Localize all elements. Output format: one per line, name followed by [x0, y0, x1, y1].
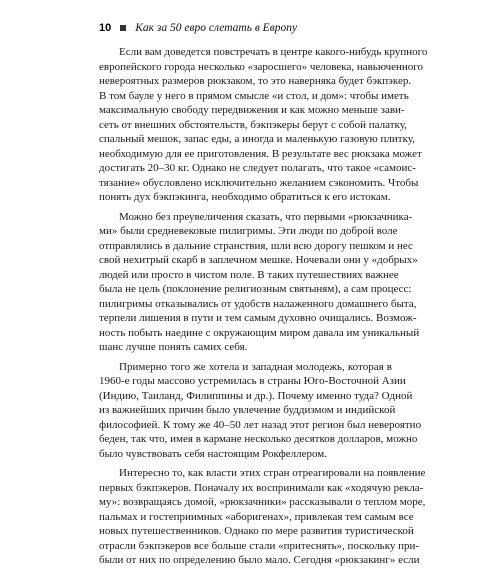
- text-line: спальный мешок, запас еды, а иногда и маленькую газовую плитку,: [99, 133, 415, 145]
- paragraph: [99, 210, 420, 355]
- book-title: Как за 50 евро слетать в Европу: [135, 22, 298, 34]
- text-line: отрасли бэкпэкеров все больше стали «притеснять», поскольку при-: [99, 539, 420, 552]
- text-line: В том бауле у него в прямом смысле «и стол, и дом»: чтобы иметь: [99, 89, 409, 102]
- text-line: Можно без преувеличения сказать, что первыми «рюкзачника-: [119, 210, 413, 223]
- text-line: Интересно то, как власти этих стран отреагировали на появление: [119, 467, 426, 479]
- paragraph: [99, 466, 426, 568]
- text-line: отправлялись в дальние странствия, шли всю дорогу пешком и нес: [99, 239, 413, 252]
- square-bullet-icon: [120, 25, 126, 31]
- text-line: шанс лучше понять самих себя.: [99, 341, 248, 353]
- paragraph: [99, 45, 428, 205]
- paragraph: [99, 360, 422, 462]
- text-line: была не цель (поклонение религиозным святыням), а сам процесс:: [99, 283, 412, 295]
- text-line: новых путешественников. Однако по мере развития туристической: [99, 525, 414, 537]
- text-line: достигать 20–30 кг. Однако не следует полагать, что такое «самоис-: [99, 162, 416, 174]
- text-line: беден, так что, имея в кармане несколько десятков долларов, можно: [99, 433, 418, 445]
- running-head: [99, 20, 297, 36]
- text-line: сеть от внешних обстоятельств, бэкпэкеры берут с собой палатку,: [99, 118, 407, 131]
- text-line: тязание» обусловлено исключительно желанием сэкономить. Чтобы: [99, 176, 419, 189]
- text-line: европейского города несколько «заросшего» человека, навьюченного: [99, 60, 424, 73]
- text-line: Если вам доведется повстречать в центре какого-нибудь крупного: [119, 46, 428, 58]
- text-line: ность побыть наедине с окружающим миром давала им уникальный: [99, 326, 420, 339]
- text-line: понять дух бэкпэкинга, необходимо обратиться к его истокам.: [99, 191, 391, 203]
- text-line: ми» были средневековые пилигримы. Эти люди по доброй воле: [99, 225, 398, 237]
- text-line: пальмах и гостеприимных «аборигенах», привлекая тем самым все: [99, 510, 414, 523]
- text-line: философией. К тому же 40–50 лет назад этот регион был невероятно: [99, 418, 422, 431]
- page-number: 10: [99, 22, 112, 34]
- text-line: невероятных размеров рюкзаком, то это наверняка будет бэкпэкер.: [99, 75, 412, 87]
- text-line: максимальную свободу передвижения и как можно меньше зави-: [99, 104, 405, 116]
- text-line: (Индию, Таиланд, Филиппины и др.). Почему именно туда? Одной: [99, 389, 413, 402]
- text-line: первых бэкпэкеров. Поначалу их воспринимали как «ходячую рекла-: [99, 481, 424, 494]
- text-line: Примерно того же хотела и западная молодежь, которая в: [119, 360, 392, 373]
- text-line: из важнейших причин было увлечение буддизмом и индийской: [99, 404, 396, 416]
- body-text: [99, 45, 428, 573]
- text-line: 1960-е годы массово устремилась в страны Юго-Восточной Азии: [99, 375, 406, 387]
- text-line: людей или просто в чистом поле. В таких путешествиях важнее: [99, 268, 399, 281]
- text-line: свой нехитрый скарб в заплечном мешке. Ночевали они у «добрых»: [99, 254, 418, 266]
- text-line: было чувствовать себя настоящим Рокфеллером.: [99, 447, 327, 460]
- text-line: му»: возвращаясь домой, «рюкзачники» рассказывали о теплом море,: [99, 496, 426, 508]
- text-line: были от них по определению было мало. Сегодня «рюкзакинг» если: [99, 554, 420, 566]
- text-line: терпели лишения в пути и тем самым духовно очищались. Возмож-: [99, 312, 417, 324]
- text-line: необходимую для ее приготовления. В результате вес рюкзака может: [99, 147, 422, 160]
- text-line: пилигримы отказывались от удобств налаженного домашнего быта,: [99, 297, 417, 310]
